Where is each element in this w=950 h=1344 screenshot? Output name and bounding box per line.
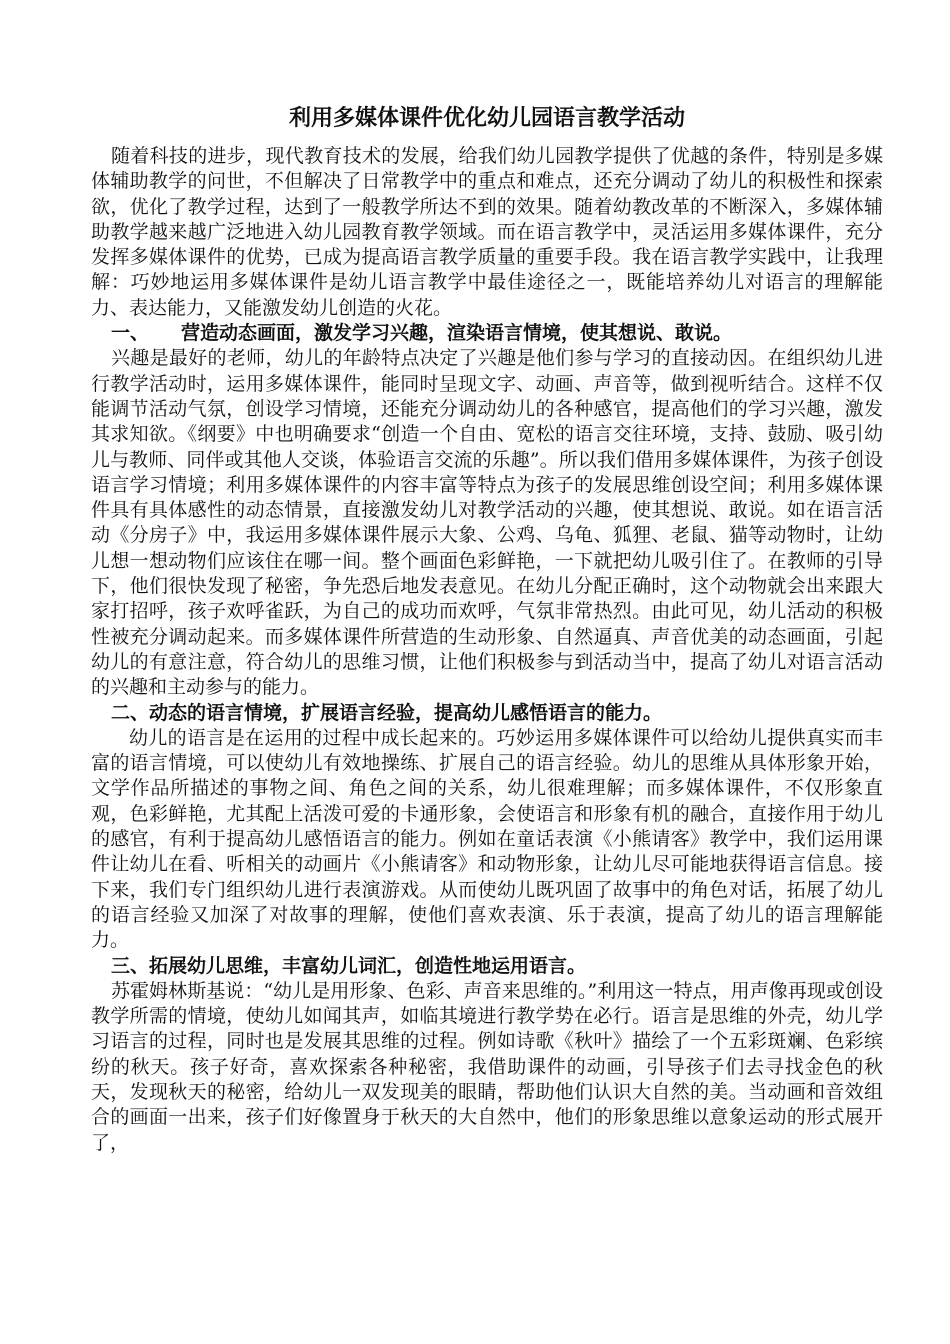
section-2-paragraph: 幼儿的语言是在运用的过程中成长起来的。巧妙运用多媒体课件可以给幼儿提供真实而丰富的语言情境，可以使幼儿有效地操练、扩展自己的语言经验。幼儿的思维从具体形象开始，文学作品所描述的事物之间、角色之间的关系，幼儿很难理解；而多媒体课件，不仅形象直观，色彩鲜艳，尤其配上活泼可爱的卡通形象，会使语言和形象有机的融合，直接作用于幼儿的感官，有利于提高幼儿感悟语言的能力。例如在童话表演《小熊请客》教学中，我们运用课件让幼儿在看、听相关的动画片《小熊请客》和动物形象，让幼儿尽可能地获得语言信息。接下来，我们专门组织幼儿进行表演游戏。从而使幼儿既巩固了故事中的角色对话，拓展了幼儿的语言经验又加深了对故事的理解，使他们喜欢表演、乐于表演，提高了幼儿的语言理解能力。	[91, 726, 883, 952]
section-2-heading: 二、动态的语言情境，扩展语言经验，提高幼儿感悟语言的能力。	[111, 701, 663, 724]
section-1-paragraph: 兴趣是最好的老师，幼儿的年龄特点决定了兴趣是他们参与学习的直接动因。在组织幼儿进行教学活动时，运用多媒体课件，能同时呈现文字、动画、声音等，做到视听结合。这样不仅能调节活动气氛，创设学习情境，还能充分调动幼儿的各种感官，提高他们的学习兴趣，激发其求知欲。《纲要》中也明确要求“创造一个自由、宽松的语言交往环境，支持、鼓励、吸引幼儿与教师、同伴或其他人交谈，体验语言交流的乐趣”。所以我们借用多媒体课件，为孩子创设语言学习情境；利用多媒体课件的内容丰富等特点为孩子的发展思维创设空间；利用多媒体课件具有具体感性的动态情景，直接激发幼儿对教学活动的兴趣，使其想说、敢说。如在语言活动《分房子》中，我运用多媒体课件展示大象、公鸡、乌龟、狐狸、老鼠、猫等动物时，让幼儿想一想动物们应该住在哪一间。整个画面色彩鲜艳，一下就把幼儿吸引住了。在教师的引导下，他们很快发现了秘密，争先恐后地发表意见。在幼儿分配正确时，这个动物就会出来跟大家打招呼，孩子欢呼雀跃，为自己的成功而欢呼，气氛非常热烈。由此可见，幼儿活动的积极性被充分调动起来。而多媒体课件所营造的生动形象、自然逼真、声音优美的动态画面，引起幼儿的有意注意，符合幼儿的思维习惯，让他们积极参与到活动当中，提高了幼儿对语言活动的兴趣和主动参与的能力。	[91, 347, 883, 699]
intro-paragraph: 随着科技的进步，现代教育技术的发展，给我们幼儿园教学提供了优越的条件，特别是多媒体辅助教学的问世，不但解决了日常教学中的重点和难点，还充分调动了幼儿的积极性和探索欲，优化了教学过程，达到了一般教学所达不到的效果。随着幼教改革的不断深入，多媒体辅助教学越来越广泛地进入幼儿园教育教学领域。而在语言教学中，灵活运用多媒体课件，充分发挥多媒体课件的优势，已成为提高语言教学质量的重要手段。我在语言教学实践中，让我理解：巧妙地运用多媒体课件是幼儿语言教学中最佳途径之一，既能培养幼儿对语言的理解能力、表达能力，又能激发幼儿创造的火花。	[91, 145, 883, 319]
document-page	[91, 104, 883, 1156]
document-title: 利用多媒体课件优化幼儿园语言教学活动	[288, 105, 685, 131]
section-3-paragraph: 苏霍姆林斯基说：“幼儿是用形象、色彩、声音来思维的。”利用这一特点，用声像再现或创设教学所需的情境，使幼儿如闻其声，如临其境进行教学势在必行。语言是思维的外壳，幼儿学习语言的过程，同时也是发展其思维的过程。例如诗歌《秋叶》描绘了一个五彩斑斓、色彩缤纷的秋天。孩子好奇，喜欢探索各种秘密，我借助课件的动画，引导孩子们去寻找金色的秋天，发现秋天的秘密，给幼儿一双发现美的眼睛，帮助他们认识大自然的美。当动画和音效组合的画面一出来，孩子们好像置身于秋天的大自然中，他们的形象思维以意象运动的形式展开了，	[91, 979, 883, 1154]
section-3-heading: 三、拓展幼儿思维，丰富幼儿词汇，创造性地运用语言。	[111, 954, 587, 977]
section-1-heading	[91, 321, 883, 346]
section-1-heading-text: 营造动态画面，激发学习兴趣，渲染语言情境，使其想说、敢说。	[181, 322, 733, 345]
section-1-number: 一、	[111, 322, 150, 345]
